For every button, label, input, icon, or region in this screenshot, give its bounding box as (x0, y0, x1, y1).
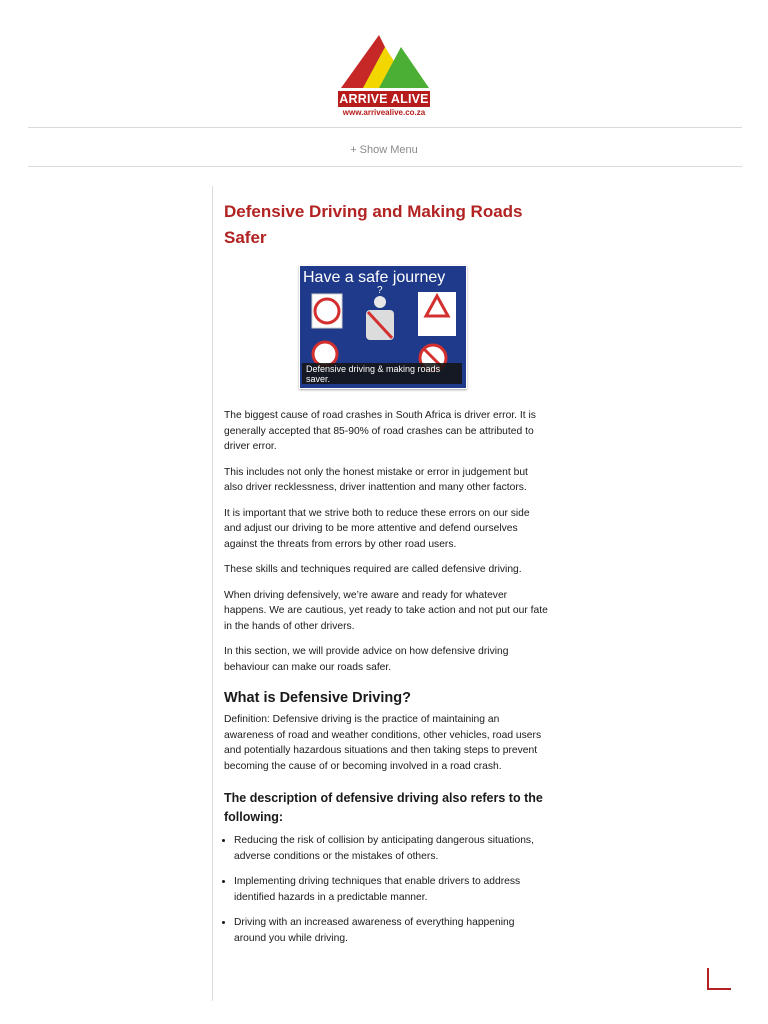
paragraph: When driving defensively, we’re aware and ready for whatever happens. We are cautious, yet ready to take action and not put our fate in the hands of other drivers. (224, 589, 548, 632)
logo-mark (333, 33, 435, 93)
article-figure (299, 265, 467, 389)
site-logo[interactable] (333, 33, 435, 119)
svg-text:?: ? (377, 285, 383, 296)
paragraph: This includes not only the honest mistake or error in judgement but also driver recklessness, driver inattention and many other factors. (224, 466, 528, 493)
paragraph: These skills and techniques required are called defensive driving. (224, 564, 522, 575)
paragraph: The biggest cause of road crashes in South Africa is driver error. It is generally accepted that 85-90% of road crashes can be attributed to driver error. (224, 410, 536, 452)
corner-marker-icon (707, 968, 731, 990)
sign-heading: Have a safe journey (303, 269, 446, 286)
list-item: • Reducing the risk of collision by anticipating dangerous situations, adverse conditions or the mistakes of others. (234, 833, 548, 864)
list-item: • Driving with an increased awareness of everything happening around you while driving. (234, 915, 548, 946)
content-left-border (212, 186, 213, 1001)
section-heading: What is Defensive Driving? (224, 690, 411, 706)
header-divider-bottom (28, 166, 742, 167)
logo-url: www.arrivealive.co.za (342, 108, 426, 117)
article (224, 199, 548, 956)
subsection-heading: The description of defensive driving also refers to the following: (224, 791, 543, 824)
list-item: • Implementing driving techniques that enable drivers to address identified hazards in a predictable manner. (234, 874, 548, 905)
header-divider-top (28, 127, 742, 128)
description-list (224, 833, 548, 946)
figure-caption: Defensive driving & making roads saver. (302, 363, 462, 384)
definition-paragraph: Definition: Defensive driving is the practice of maintaining an awareness of road and weather conditions, other vehicles, road users and potentially hazardous situations and then taking steps to prevent becoming the cause of or becoming involved in a road crash. (224, 714, 542, 772)
show-menu-button[interactable]: + Show Menu (350, 144, 418, 156)
logo-text: ARRIVE ALIVE (339, 92, 429, 106)
paragraph: It is important that we strive both to reduce these errors on our side and adjust our driving to be more attentive and defend ourselves against the threats from errors by other road users. (224, 507, 530, 550)
paragraph: In this section, we will provide advice on how defensive driving behaviour can make our roads safer. (224, 646, 509, 673)
page-title: Defensive Driving and Making Roads Safer (224, 202, 523, 247)
